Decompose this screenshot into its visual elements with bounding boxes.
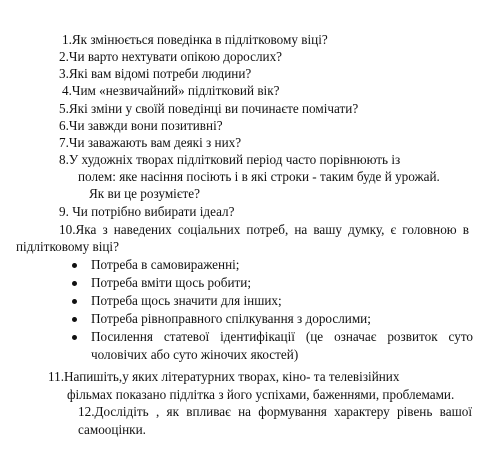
question-2: 2.Чи варто нехтувати опікою дорослих? [59, 49, 283, 64]
option-item [72, 292, 472, 310]
option-text: Посилення статевої ідентифікації (це означає розвиток суто [91, 329, 473, 344]
question-8-line-2: полем: яке насіння посіють і в які строки - таким буде й урожай. [78, 169, 440, 184]
bullet-icon [72, 281, 77, 286]
question-10-line-2: підлітковому віці? [16, 239, 119, 254]
option-item [72, 274, 472, 292]
option-text: Потреба вміти щось робити; [91, 275, 251, 290]
question-8-line-3: Як ви це розумієте? [89, 186, 200, 201]
option-text-continued: чоловічих або суто жіночих якостей) [91, 347, 299, 362]
question-11-line-1: 11.Напишіть,у яких літературних творах, кіно- та телевізійних [48, 369, 400, 384]
bullet-icon [72, 335, 77, 340]
question-12-line-1: 12.Дослідіть , як впливає на формування характеру рівень вашої [78, 404, 472, 419]
question-10-line-1: 10.Яка з наведених соціальних потреб, на вашу думку, є головною в [59, 222, 469, 237]
question-1: 1.Як змінюється поведінка в підлітковому віці? [62, 32, 328, 47]
option-text: Потреба в самовираженні; [91, 257, 240, 272]
question-5: 5.Які зміни у своїй поведінці ви починаєте помічати? [59, 101, 359, 116]
option-item [72, 256, 472, 274]
question-6: 6.Чи завжди вони позитивні? [59, 118, 223, 133]
bullet-icon [72, 317, 77, 322]
option-item [72, 328, 472, 364]
option-item [72, 310, 472, 328]
bullet-icon [72, 263, 77, 268]
bullet-icon [72, 299, 77, 304]
question-9: 9. Чи потрібно вибирати ідеал? [59, 204, 235, 219]
question-8-line-1: 8.У художніх творах підлітковий період часто порівнюють із [59, 152, 401, 167]
question-3: 3.Які вам відомі потреби людини? [59, 66, 252, 81]
question-12-line-2: самооцінки. [78, 422, 146, 437]
question-11-line-2: фільмах показано підлітка з його успіхами, баженнями, проблемами. [67, 387, 455, 402]
option-text: Потреба щось значити для інших; [91, 293, 282, 308]
question-7: 7.Чи заважають вам деякі з них? [59, 135, 242, 150]
option-text: Потреба рівноправного спілкування з дорослими; [91, 311, 371, 326]
question-4: 4.Чим «незвичайний» підлітковий вік? [62, 83, 280, 98]
